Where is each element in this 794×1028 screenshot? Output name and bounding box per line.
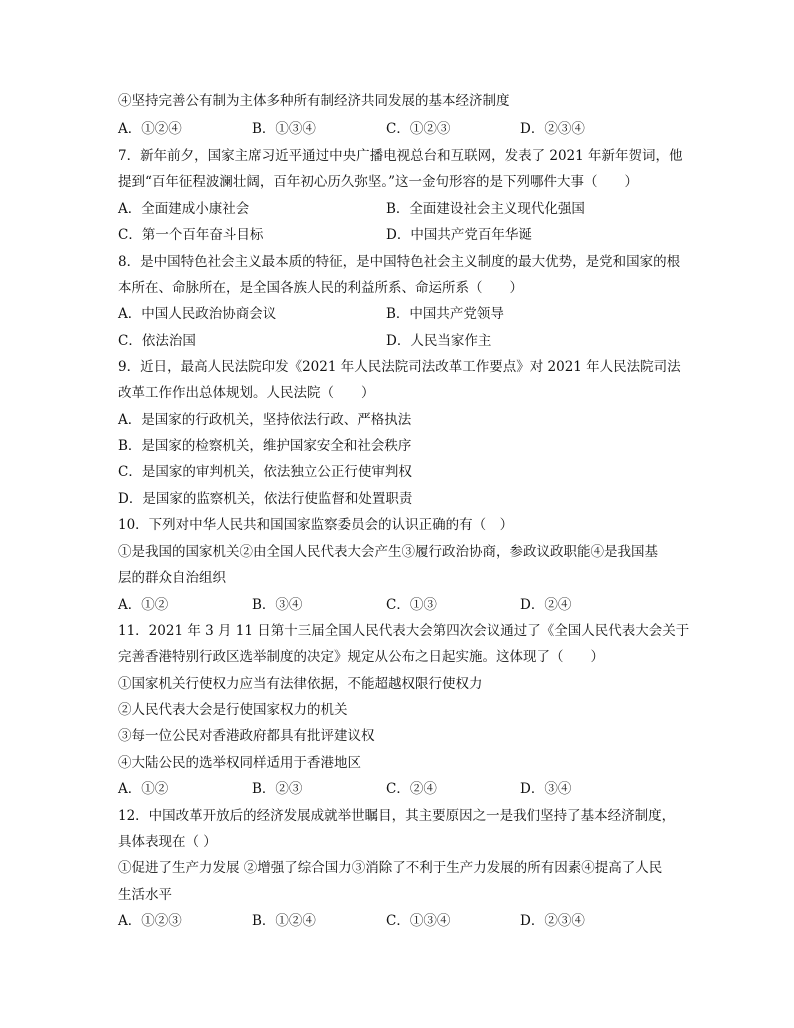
q7-option-d: D．中国共产党百年华诞 [386,227,532,243]
q10-option-a: A．①② [118,597,169,613]
q11-option-c: C．②④ [386,781,437,797]
q10-option-b: B．③④ [252,597,303,613]
q7-text-line-2: 提到“百年征程波澜壮阔，百年初心历久弥坚。”这一金句形容的是下列哪件大事（ ） [118,174,639,190]
q11-text-line-2: 完善香港特别行政区选举制度的决定》规定从公布之日起实施。这体现了（ ） [118,649,604,665]
q9-option-a: A．是国家的行政机关，坚持依法行政、严格执法 [118,412,412,428]
q10-statements-line-1: ①是我国的国家机关②由全国人民代表大会产生③履行政治协商，参政议政职能④是我国基 [118,544,658,560]
q12-text-line-1: 12．中国改革开放后的经济发展成就举世瞩目，其主要原因之一是我们坚持了基本经济制度， [118,808,676,824]
q11-option-a: A．①② [118,781,169,797]
q12-text-line-2: 具体表现在（ ） [118,834,217,850]
q10-option-c: C．①③ [386,597,437,613]
q6-option-d: D．②③④ [520,121,585,137]
q12-option-b: B．①②④ [252,913,316,929]
q12-statements-line-2: 生活水平 [118,887,172,903]
q6-option-c: C．①②③ [386,121,451,137]
q7-option-b: B．全面建设社会主义现代化强国 [386,201,585,217]
q9-text-line-2: 改革工作作出总体规划。人民法院（ ） [118,385,375,401]
q6-option-a: A．①②④ [118,121,182,137]
q8-option-c: C．依法治国 [118,333,196,349]
q11-text-line-1: 11．2021 年 3 月 11 日第十三届全国人民代表大会第四次会议通过了《全国人民代表大会关于 [118,623,690,639]
q9-option-c: C．是国家的审判机关，依法独立公正行使审判权 [118,464,412,480]
q6-statement-4: ④坚持完善公有制为主体多种所有制经济共同发展的基本经济制度 [118,93,510,109]
q11-statement-4: ④大陆公民的选举权同样适用于香港地区 [118,755,361,771]
q8-option-d: D．人民当家作主 [386,333,492,349]
q10-text-line-1: 10．下列对中华人民共和国国家监察委员会的认识正确的有（ ） [118,517,514,533]
q11-statement-1: ①国家机关行使权力应当有法律依据，不能超越权限行使权力 [118,676,483,692]
q12-option-a: A．①②③ [118,913,182,929]
q8-option-b: B．中国共产党领导 [386,306,504,322]
q9-option-b: B．是国家的检察机关，维护国家安全和社会秩序 [118,438,412,454]
q7-text-line-1: 7．新年前夕，国家主席习近平通过中央广播电视总台和互联网，发表了 2021 年新年贺词，他 [118,148,683,164]
q7-option-c: C．第一个百年奋斗目标 [118,227,264,243]
q10-statements-line-2: 层的群众自治组织 [118,570,226,586]
q6-option-b: B．①③④ [252,121,316,137]
q12-option-d: D．②③④ [520,913,585,929]
q11-statement-2: ②人民代表大会是行使国家权力的机关 [118,702,348,718]
q11-option-b: B．②③ [252,781,303,797]
q9-option-d: D．是国家的监察机关，依法行使监督和处置职责 [118,491,413,507]
q8-text-line-1: 8．是中国特色社会主义最本质的特征，是中国特色社会主义制度的最大优势，是党和国家的根 [118,254,681,270]
q9-text-line-1: 9．近日，最高人民法院印发《2021 年人民法院司法改革工作要点》对 2021 年人民法院司法 [118,359,681,375]
q8-option-a: A．中国人民政治协商会议 [118,306,277,322]
q11-statement-3: ③每一位公民对香港政府都具有批评建议权 [118,728,375,744]
q8-text-line-2: 本所在、命脉所在，是全国各族人民的利益所系、命运所系（ ） [118,280,523,296]
q12-statements-line-1: ①促进了生产力发展 ②增强了综合国力③消除了不利于生产力发展的所有因素④提高了人民 [118,860,663,876]
q11-option-d: D．③④ [520,781,572,797]
q7-option-a: A．全面建成小康社会 [118,201,250,217]
q12-option-c: C．①③④ [386,913,451,929]
q10-option-d: D．②④ [520,597,572,613]
